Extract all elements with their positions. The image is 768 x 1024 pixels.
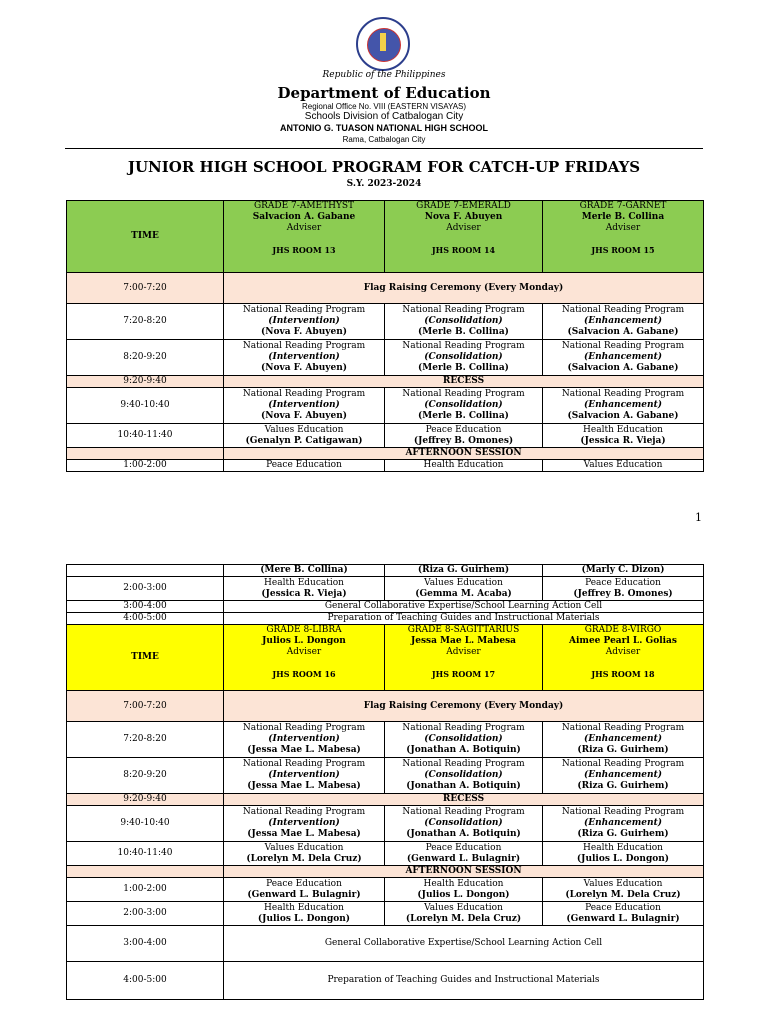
time-cell: 1:00-2:00 — [67, 878, 224, 902]
section-name: GRADE 8-SAGITTARIUS — [407, 625, 520, 635]
table-row — [67, 691, 704, 722]
torch-icon — [380, 33, 386, 51]
room-label: JHS ROOM 15 — [591, 245, 655, 255]
section-name: GRADE 7-AMETHYST — [253, 201, 355, 211]
department-name: Department of Education — [277, 84, 491, 102]
afternoon-session-cell: AFTERNOON SESSION — [224, 866, 704, 878]
flag-ceremony-cell: Flag Raising Ceremony (Every Monday) — [224, 273, 704, 304]
room-label: JHS ROOM 13 — [272, 245, 336, 255]
schedule-cell: Peace Education (Jeffrey B. Omones) — [543, 577, 704, 601]
adviser-name: Nova F. Abuyen — [424, 212, 503, 222]
section-name: GRADE 8-LIBRA — [266, 625, 342, 635]
table-row — [67, 962, 704, 1000]
section-header — [385, 201, 543, 273]
blank-cell — [67, 866, 224, 878]
schedule-cell: National Reading Program (Consolidation) (Jonathan A. Botiquin) — [385, 806, 543, 842]
room-label: JHS ROOM 14 — [431, 245, 496, 255]
time-cell: 1:00-2:00 — [67, 460, 224, 472]
recess-cell: RECESS — [224, 376, 704, 388]
time-cell: 9:20-9:40 — [67, 794, 224, 806]
time-cell: 4:00-5:00 — [67, 613, 224, 625]
schedule-cell: National Reading Program (Intervention) (Jessa Mae L. Mabesa) — [224, 722, 385, 758]
grade8-schedule-table — [66, 564, 704, 1000]
table-row — [67, 902, 704, 926]
schedule-cell: National Reading Program (Intervention) (Jessa Mae L. Mabesa) — [224, 806, 385, 842]
room-label: JHS ROOM 18 — [591, 669, 655, 679]
afternoon-session-cell: AFTERNOON SESSION — [224, 448, 704, 460]
schedule-cell: National Reading Program (Consolidation) (Jonathan A. Botiquin) — [385, 722, 543, 758]
table-row — [67, 340, 704, 376]
slac-cell: General Collaborative Expertise/School Learning Action Cell — [224, 601, 704, 613]
schedule-cell: (Mere B. Collina) — [224, 565, 385, 577]
table-row — [67, 794, 704, 806]
table-row — [67, 601, 704, 613]
schedule-cell: Values Education — [543, 460, 704, 472]
school-location: Rama, Catbalogan City — [342, 135, 426, 144]
adviser-label: Adviser — [446, 223, 481, 233]
republic-label: Republic of the Philippines — [322, 70, 446, 80]
section-header — [543, 625, 704, 691]
schedule-cell: National Reading Program (Consolidation) (Merle B. Collina) — [385, 340, 543, 376]
section-header — [224, 201, 385, 273]
adviser-label: Adviser — [605, 223, 641, 233]
time-cell: 7:00-7:20 — [67, 691, 224, 722]
flag-ceremony-cell: Flag Raising Ceremony (Every Monday) — [224, 691, 704, 722]
schedule-cell: (Riza G. Guirhem) — [385, 565, 543, 577]
schedule-cell: National Reading Program (Intervention) (Jessa Mae L. Mabesa) — [224, 758, 385, 794]
schedule-cell: National Reading Program (Consolidation) (Jonathan A. Botiquin) — [385, 758, 543, 794]
time-header: TIME — [67, 625, 224, 691]
header-divider — [65, 148, 703, 149]
table-row — [67, 842, 704, 866]
preparation-cell: Preparation of Teaching Guides and Instructional Materials — [224, 613, 704, 625]
section-name: GRADE 7-EMERALD — [416, 201, 511, 211]
time-cell: 8:20-9:20 — [67, 758, 224, 794]
time-cell: 2:00-3:00 — [67, 902, 224, 926]
schedule-cell: National Reading Program (Enhancement) (Riza G. Guirhem) — [543, 758, 704, 794]
time-cell: 7:20-8:20 — [67, 722, 224, 758]
table-row — [67, 448, 704, 460]
time-cell: 10:40-11:40 — [67, 842, 224, 866]
time-cell: 8:20-9:20 — [67, 340, 224, 376]
section-header — [543, 201, 704, 273]
schedule-cell: National Reading Program (Enhancement) (Riza G. Guirhem) — [543, 722, 704, 758]
schedule-cell: Health Education (Julios L. Dongon) — [224, 902, 385, 926]
schedule-cell: National Reading Program (Enhancement) (Salvacion A. Gabane) — [543, 304, 704, 340]
deped-seal — [356, 17, 410, 71]
division-label: Schools Division of Catbalogan City — [304, 111, 464, 122]
schedule-cell: National Reading Program (Consolidation) (Merle B. Collina) — [385, 388, 543, 424]
adviser-label: Adviser — [446, 647, 481, 657]
time-cell: 7:20-8:20 — [67, 304, 224, 340]
schedule-cell: National Reading Program (Enhancement) (Salvacion A. Gabane) — [543, 340, 704, 376]
slac-cell: General Collaborative Expertise/School Learning Action Cell — [224, 926, 704, 962]
grade7-schedule-table — [66, 200, 704, 472]
section-header — [224, 625, 385, 691]
schedule-cell: Peace Education (Genward L. Bulagnir) — [224, 878, 385, 902]
preparation-cell: Preparation of Teaching Guides and Instructional Materials — [224, 962, 704, 1000]
blank-cell — [67, 565, 224, 577]
time-cell: 2:00-3:00 — [67, 577, 224, 601]
schedule-cell: Health Education (Jessica R. Vieja) — [224, 577, 385, 601]
section-name: GRADE 7-GARNET — [579, 201, 667, 211]
table-header-row — [67, 625, 704, 691]
schedule-cell: Health Education — [385, 460, 543, 472]
schedule-cell: National Reading Program (Intervention) (Nova F. Abuyen) — [224, 388, 385, 424]
table-row — [67, 376, 704, 388]
table-row — [67, 722, 704, 758]
school-name: ANTONIO G. TUASON NATIONAL HIGH SCHOOL — [279, 123, 488, 133]
adviser-name: Aimee Pearl L. Golias — [569, 636, 677, 646]
schedule-cell: Values Education (Genalyn P. Catigawan) — [224, 424, 385, 448]
region-label: Regional Office No. VIII (EASTERN VISAYAS) — [301, 102, 467, 111]
time-cell: 3:00-4:00 — [67, 926, 224, 962]
table-row — [67, 866, 704, 878]
schedule-cell: Values Education (Lorelyn M. Dela Cruz) — [224, 842, 385, 866]
table-row — [67, 273, 704, 304]
schedule-cell: Peace Education (Genward L. Bulagnir) — [385, 842, 543, 866]
adviser-label: Adviser — [286, 223, 322, 233]
time-cell: 3:00-4:00 — [67, 601, 224, 613]
table-row — [67, 424, 704, 448]
time-cell: 10:40-11:40 — [67, 424, 224, 448]
adviser-label: Adviser — [286, 647, 322, 657]
schedule-cell: Health Education (Julios L. Dongon) — [385, 878, 543, 902]
schedule-cell: National Reading Program (Intervention) (Nova F. Abuyen) — [224, 304, 385, 340]
blank-cell — [67, 448, 224, 460]
time-header: TIME — [67, 201, 224, 273]
table-row — [67, 878, 704, 902]
schedule-cell: National Reading Program (Intervention) (Nova F. Abuyen) — [224, 340, 385, 376]
school-year: S.Y. 2023-2024 — [346, 179, 422, 189]
schedule-cell: Peace Education — [224, 460, 385, 472]
room-label: JHS ROOM 16 — [272, 669, 336, 679]
table-header-row — [67, 201, 704, 273]
time-cell: 9:40-10:40 — [67, 388, 224, 424]
schedule-cell: National Reading Program (Consolidation) (Merle B. Collina) — [385, 304, 543, 340]
table-row — [67, 758, 704, 794]
schedule-cell: Peace Education (Jeffrey B. Omones) — [385, 424, 543, 448]
table-row — [67, 926, 704, 962]
schedule-cell: Peace Education (Genward L. Bulagnir) — [543, 902, 704, 926]
table-row — [67, 304, 704, 340]
schedule-cell: National Reading Program (Enhancement) (Salvacion A. Gabane) — [543, 388, 704, 424]
table-row — [67, 806, 704, 842]
adviser-name: Jessa Mae L. Mabesa — [410, 636, 517, 646]
schedule-cell: (Marly C. Dizon) — [543, 565, 704, 577]
time-cell: 9:20-9:40 — [67, 376, 224, 388]
time-cell: 4:00-5:00 — [67, 962, 224, 1000]
time-cell: 7:00-7:20 — [67, 273, 224, 304]
schedule-cell: National Reading Program (Enhancement) (Riza G. Guirhem) — [543, 806, 704, 842]
section-name: GRADE 8-VIRGO — [584, 625, 662, 635]
time-cell: 9:40-10:40 — [67, 806, 224, 842]
schedule-cell: Values Education (Lorelyn M. Dela Cruz) — [543, 878, 704, 902]
adviser-name: Merle B. Collina — [581, 212, 665, 222]
adviser-label: Adviser — [605, 647, 641, 657]
page-number: 1 — [695, 511, 702, 524]
table-row — [67, 388, 704, 424]
table-row — [67, 577, 704, 601]
table-row — [67, 613, 704, 625]
document-title: JUNIOR HIGH SCHOOL PROGRAM FOR CATCH-UP FRIDAYS — [127, 158, 641, 176]
section-header — [385, 625, 543, 691]
schedule-cell: Health Education (Julios L. Dongon) — [543, 842, 704, 866]
table-row — [67, 565, 704, 577]
adviser-name: Julios L. Dongon — [262, 636, 346, 646]
recess-cell: RECESS — [224, 794, 704, 806]
schedule-cell: Values Education (Lorelyn M. Dela Cruz) — [385, 902, 543, 926]
schedule-cell: Values Education (Gemma M. Acaba) — [385, 577, 543, 601]
schedule-cell: Health Education (Jessica R. Vieja) — [543, 424, 704, 448]
table-row — [67, 460, 704, 472]
room-label: JHS ROOM 17 — [431, 669, 496, 679]
adviser-name: Salvacion A. Gabane — [252, 212, 356, 222]
